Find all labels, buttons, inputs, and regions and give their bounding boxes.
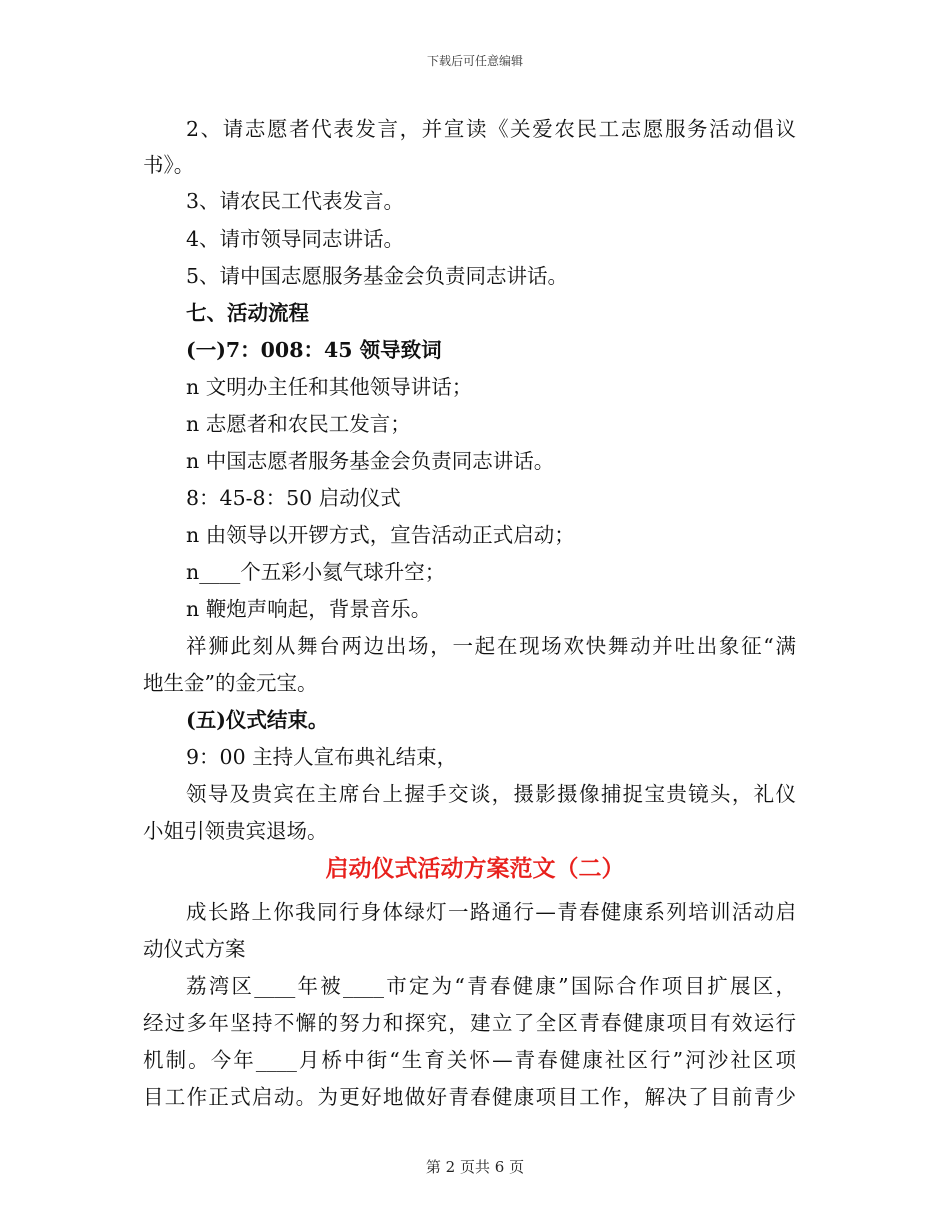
paragraph-line: 经过多年坚持不懈的努力和探究，建立了全区青春健康项目有效运行: [143, 1011, 796, 1035]
list-item: n 鞭炮声响起，背景音乐。: [186, 597, 432, 621]
list-item: n 文明办主任和其他领导讲话；: [186, 375, 473, 399]
list-item: n 中国志愿者服务基金会负责同志讲话。: [186, 449, 555, 473]
paragraph-line: 地生金”的金元宝。: [143, 671, 318, 695]
paragraph-line: 动仪式方案: [143, 937, 246, 961]
paragraph-line: 领导及贵宾在主席台上握手交谈，摄影摄像捕捉宝贵镜头，礼仪: [186, 782, 796, 806]
list-item: n____个五彩小氦气球升空；: [186, 560, 446, 584]
paragraph-line: 成长路上你我同行身体绿灯一路通行—青春健康系列培训活动启: [186, 900, 796, 924]
paragraph-line: 书》。: [143, 153, 195, 177]
list-item: 5、请中国志愿服务基金会负责同志讲话。: [186, 264, 569, 288]
paragraph-line: 机制。今年____月桥中街“生育关怀—青春健康社区行”河沙社区项: [143, 1048, 796, 1072]
page-footer: 第 2 页共 6 页: [425, 1158, 525, 1176]
list-item: 4、请市领导同志讲话。: [186, 227, 405, 251]
page-header: 下载后可任意编辑: [426, 54, 523, 68]
paragraph-line: 荔湾区____年被____市定为“青春健康”国际合作项目扩展区，: [186, 974, 796, 998]
section-title: 启动仪式活动方案范文（二）: [325, 855, 625, 882]
subsection-heading: (五)仪式结束。: [186, 708, 329, 732]
schedule-line: 9：00 主持人宣布典礼结束，: [186, 745, 458, 769]
paragraph-line: 小姐引领贵宾退场。: [143, 819, 328, 843]
list-item: n 志愿者和农民工发言；: [186, 412, 411, 436]
subsection-heading: (一)7：008：45 领导致词: [186, 338, 442, 362]
list-item: 3、请农民工代表发言。: [186, 189, 405, 213]
schedule-line: 8：45-8：50 启动仪式: [186, 486, 401, 510]
paragraph-line: 祥狮此刻从舞台两边出场，一起在现场欢快舞动并吐出象征“满: [186, 634, 796, 658]
section-heading: 七、活动流程: [186, 301, 309, 325]
paragraph-line: 目工作正式启动。为更好地做好青春健康项目工作，解决了目前青少: [143, 1085, 796, 1109]
list-item: n 由领导以开锣方式，宣告活动正式启动；: [186, 523, 575, 547]
paragraph-line: 2、请志愿者代表发言，并宣读《关爱农民工志愿服务活动倡议: [186, 117, 796, 141]
